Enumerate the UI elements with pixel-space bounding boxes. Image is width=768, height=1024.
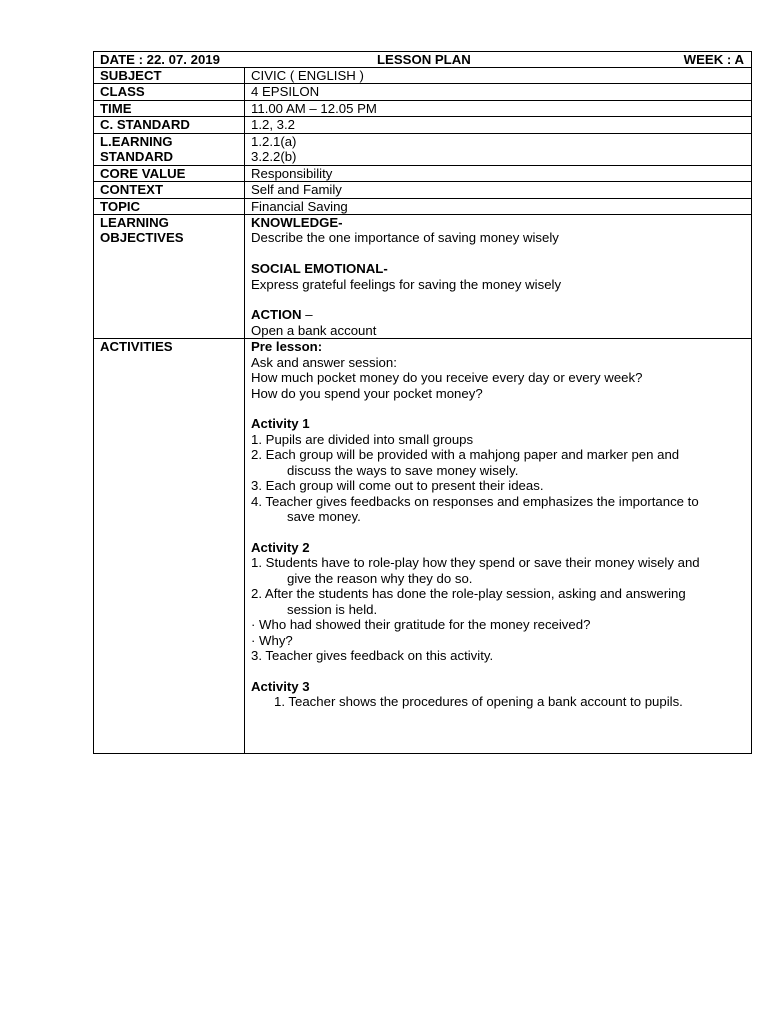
activity-1-item-cont: discuss the ways to save money wisely. bbox=[287, 462, 519, 478]
activity-1-item: 4. Teacher gives feedbacks on responses and emphasizes the importance to bbox=[251, 493, 699, 509]
action-text: Open a bank account bbox=[251, 322, 377, 338]
action-heading: ACTION bbox=[251, 307, 302, 323]
time-label: TIME bbox=[94, 100, 245, 116]
learning-standard-value bbox=[245, 133, 752, 165]
time-row bbox=[94, 100, 752, 116]
learning-standard-value-1: 1.2.1(a) bbox=[251, 133, 297, 149]
activity-2-item-cont: session is held. bbox=[287, 601, 378, 617]
activity-2-item: 2. After the students has done the role-play session, asking and answering bbox=[251, 586, 686, 602]
activity-2-item: 1. Students have to role-play how they spend or save their money wisely and bbox=[251, 555, 700, 571]
pre-lesson-heading: Pre lesson: bbox=[251, 339, 323, 355]
objectives-row bbox=[94, 214, 752, 338]
context-value: Self and Family bbox=[245, 182, 752, 198]
activity-1-item: 2. Each group will be provided with a mahjong paper and marker pen and bbox=[251, 447, 680, 463]
activity-1-heading: Activity 1 bbox=[251, 416, 310, 432]
context-label: CONTEXT bbox=[94, 182, 245, 198]
knowledge-heading: KNOWLEDGE- bbox=[251, 214, 343, 230]
header-row bbox=[94, 52, 752, 68]
subject-label: SUBJECT bbox=[94, 68, 245, 84]
activity-3-item: 1. Teacher shows the procedures of opening a bank account to pupils. bbox=[274, 694, 683, 710]
core-value-row bbox=[94, 165, 752, 181]
lesson-plan-title: LESSON PLAN bbox=[377, 52, 471, 67]
action-dash: – bbox=[301, 307, 313, 323]
learning-standard-value-2: 3.2.2(b) bbox=[251, 149, 297, 165]
activity-2-item-cont: give the reason why they do so. bbox=[287, 570, 473, 586]
activity-3-heading: Activity 3 bbox=[251, 678, 310, 694]
pre-lesson-line: How do you spend your pocket money? bbox=[251, 385, 483, 401]
topic-row bbox=[94, 198, 752, 214]
learning-standard-row bbox=[94, 133, 752, 165]
learning-standard-label: L.EARNING STANDARD bbox=[94, 133, 245, 165]
objectives-label: LEARNING OBJECTIVES bbox=[94, 214, 245, 338]
activities-label: ACTIVITIES bbox=[94, 339, 245, 754]
core-value-label: CORE VALUE bbox=[94, 165, 245, 181]
social-text: Express grateful feelings for saving the money wisely bbox=[251, 276, 562, 292]
activity-1-item-cont: save money. bbox=[287, 509, 361, 525]
social-heading: SOCIAL EMOTIONAL- bbox=[251, 261, 388, 277]
c-standard-value: 1.2, 3.2 bbox=[245, 117, 752, 133]
c-standard-label: C. STANDARD bbox=[94, 117, 245, 133]
activity-2-heading: Activity 2 bbox=[251, 539, 310, 555]
class-label: CLASS bbox=[94, 84, 245, 100]
pre-lesson-line: How much pocket money do you receive every day or every week? bbox=[251, 370, 643, 386]
subject-value: CIVIC ( ENGLISH ) bbox=[245, 68, 752, 84]
c-standard-row bbox=[94, 117, 752, 133]
subject-row bbox=[94, 68, 752, 84]
pre-lesson-line: Ask and answer session: bbox=[251, 354, 397, 370]
activity-2-bullet: · Why? bbox=[251, 632, 293, 648]
action-heading-line bbox=[251, 307, 751, 322]
activities-content bbox=[245, 339, 752, 754]
context-row bbox=[94, 182, 752, 198]
activity-2-bullet: · Who had showed their gratitude for the money received? bbox=[251, 617, 591, 633]
topic-label: TOPIC bbox=[94, 198, 245, 214]
date: DATE : 22. 07. 2019 bbox=[100, 52, 220, 67]
week: WEEK : A bbox=[683, 52, 744, 67]
objectives-content bbox=[245, 214, 752, 338]
topic-value: Financial Saving bbox=[245, 198, 752, 214]
knowledge-text: Describe the one importance of saving money wisely bbox=[251, 230, 559, 246]
time-value: 11.00 AM – 12.05 PM bbox=[245, 100, 752, 116]
class-value: 4 EPSILON bbox=[245, 84, 752, 100]
activities-row bbox=[94, 339, 752, 754]
lesson-plan-table bbox=[93, 51, 752, 754]
core-value-value: Responsibility bbox=[245, 165, 752, 181]
class-row bbox=[94, 84, 752, 100]
activity-1-item: 1. Pupils are divided into small groups bbox=[251, 431, 474, 447]
activity-2-item: 3. Teacher gives feedback on this activity. bbox=[251, 648, 494, 663]
activity-1-item: 3. Each group will come out to present their ideas. bbox=[251, 478, 544, 494]
